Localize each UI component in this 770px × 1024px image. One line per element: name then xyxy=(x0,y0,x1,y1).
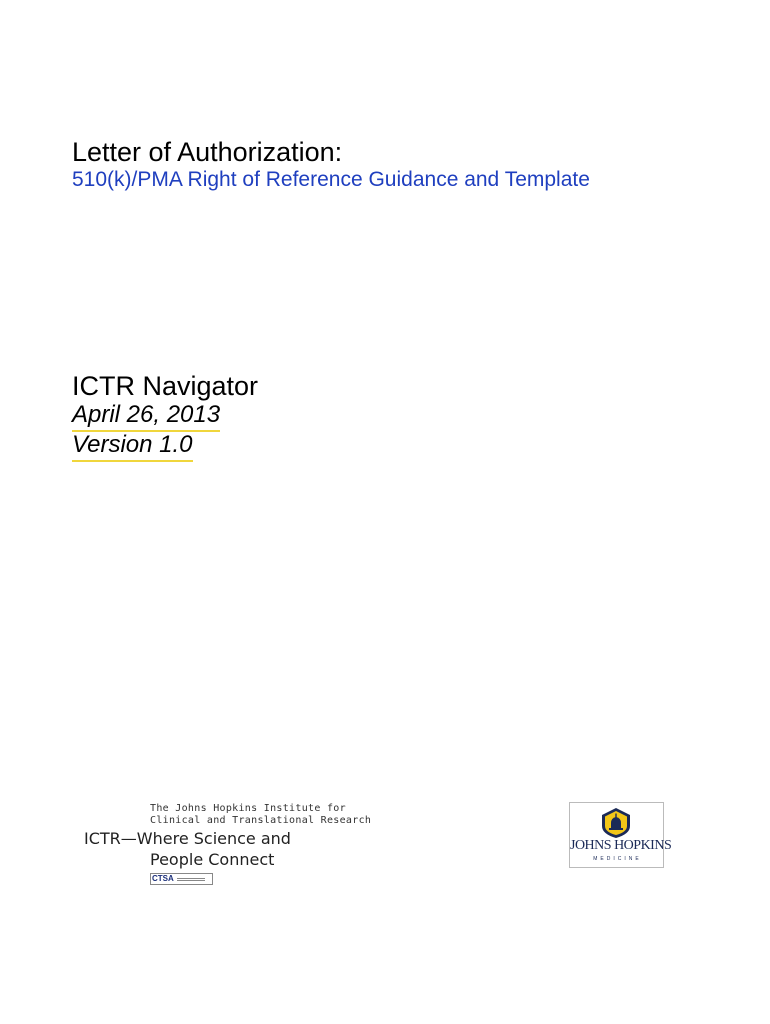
ctsa-badge xyxy=(150,873,213,885)
ictr-institute-line1: The Johns Hopkins Institute for xyxy=(150,803,346,814)
ctsa-badge-label: CTSA xyxy=(152,874,174,883)
document-subtitle: 510(k)/PMA Right of Reference Guidance and Template xyxy=(72,168,590,191)
ctsa-badge-fineprint xyxy=(177,878,205,881)
document-version: Version 1.0 xyxy=(72,430,193,462)
ictr-institute-line2: Clinical and Translational Research xyxy=(150,815,372,826)
document-date: April 26, 2013 xyxy=(72,400,220,432)
johns-hopkins-medicine-logo xyxy=(569,802,672,868)
ictr-tagline-line2: People Connect xyxy=(150,850,275,869)
shield-dome-icon xyxy=(601,807,631,839)
ictr-logo xyxy=(84,800,374,892)
ictr-tagline-line1: ICTR—Where Science and xyxy=(84,829,291,848)
johns-hopkins-subline: MEDICINE xyxy=(593,856,642,862)
navigator-heading: ICTR Navigator xyxy=(72,371,259,401)
johns-hopkins-wordmark: JOHNS HOPKINS xyxy=(570,838,672,853)
document-title: Letter of Authorization: xyxy=(72,137,343,167)
